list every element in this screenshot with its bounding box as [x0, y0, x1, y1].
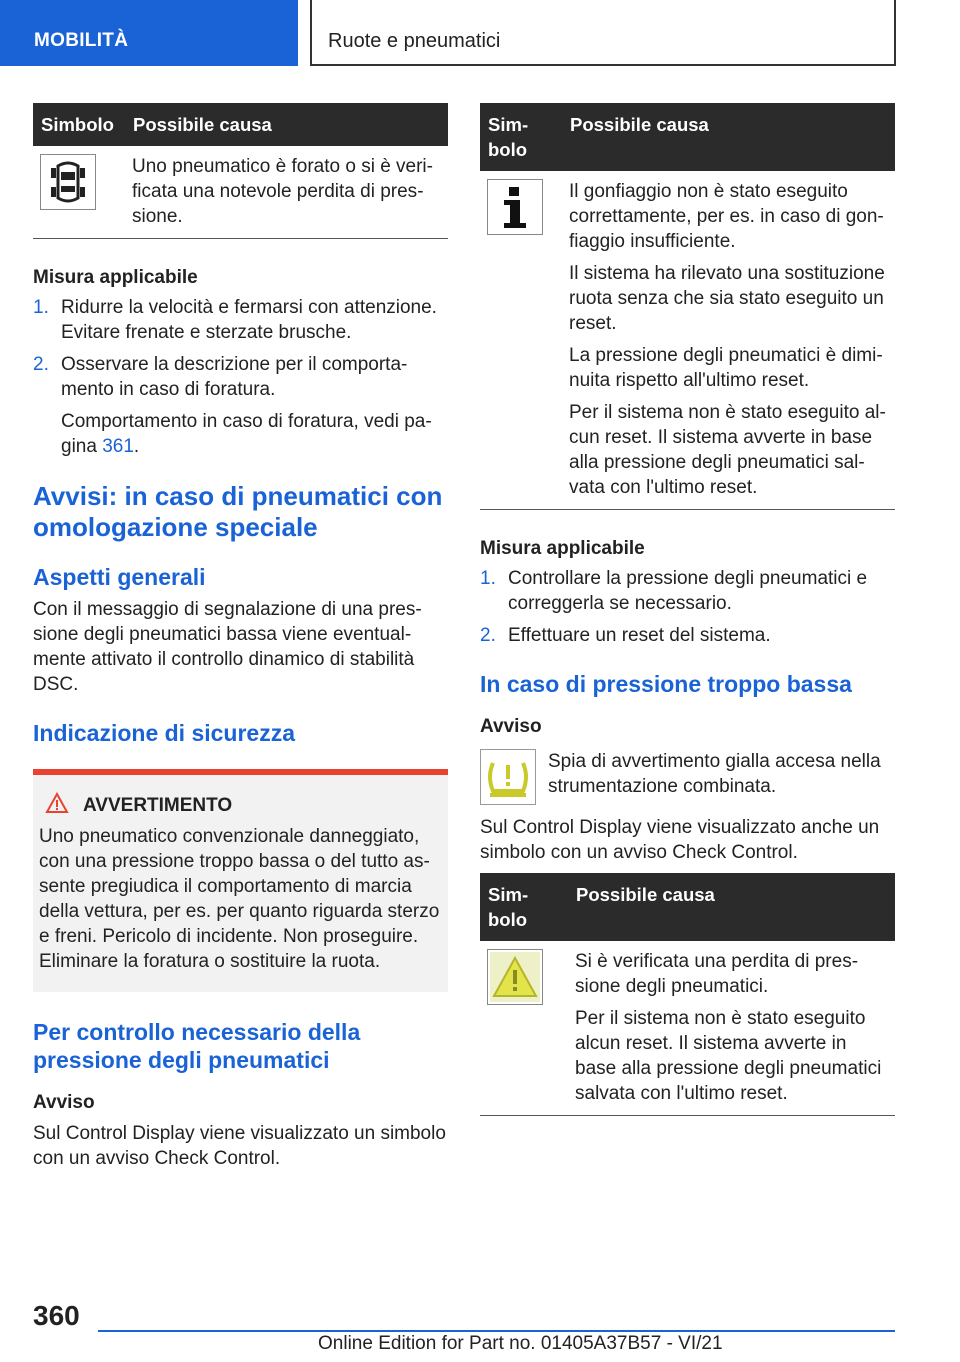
step-number: 1. — [33, 297, 49, 318]
info-icon — [487, 179, 543, 235]
warning-triangle-icon — [45, 792, 69, 814]
step-number: 1. — [480, 568, 496, 589]
list-item — [480, 566, 895, 616]
car-flat-tire-icon — [40, 154, 96, 210]
step-extra: Comportamento in caso di foratura, vedi pagina 361. — [61, 411, 432, 457]
steps-list — [480, 566, 895, 648]
right-column — [480, 103, 895, 1116]
indicator-row — [480, 749, 895, 805]
table-row — [480, 171, 895, 510]
col-header-cause: Possibile causa — [125, 103, 448, 146]
cause-text: Per il sistema non è stato eseguito alcun reset. Il sistema avverte in base alla pressione degli pneumatici salvata con l'ultimo reset. — [575, 1008, 882, 1104]
measure-heading: Misura applicabile — [480, 538, 645, 559]
cause-cell — [562, 171, 895, 510]
col-header-cause: Possibile causa — [568, 873, 895, 941]
col-header-symbol: Simbolo — [480, 873, 568, 941]
page-header — [0, 0, 960, 66]
subsection-heading: Aspetti generali — [33, 564, 206, 590]
footer-divider — [98, 1330, 895, 1332]
measure-heading: Misura applicabile — [33, 267, 198, 288]
warning-box — [33, 769, 448, 992]
step-text: Effettuare un reset del sistema. — [508, 625, 771, 646]
chapter-title: Ruote e pneumatici — [310, 0, 896, 66]
list-item — [33, 295, 448, 345]
avviso-heading: Avviso — [33, 1092, 95, 1113]
subsection-heading: In caso di pressione troppo bassa — [480, 671, 852, 697]
yellow-warning-triangle-icon — [487, 949, 543, 1005]
cause-text: Il sistema ha rilevato una sostituzione ruota senza che sia stato eseguito un reset. — [569, 263, 885, 334]
cause-text: La pressione degli pneumatici è diminuita rispetto all'ultimo reset. — [569, 345, 883, 391]
page-number: 360 — [33, 1300, 80, 1331]
indicator-text: Spia di avvertimento gialla accesa nella strumentazione combinata. — [548, 751, 881, 797]
warning-title: AVVERTIMENTO — [39, 793, 440, 818]
step-text: Osservare la descrizione per il comportamento in caso di foratura. — [61, 354, 408, 400]
control-text: Sul Control Display viene visualizzato anche un simbolo con un avviso Check Control. — [480, 817, 880, 863]
col-header-cause: Possibile causa — [562, 103, 895, 171]
cause-text: Il gonfiaggio non è stato eseguito correttamente, per es. in caso di gonfiaggio insufficiente. — [569, 181, 884, 252]
cause-text: Uno pneumatico è forato o si è verificata una notevole perdita di pressione. — [125, 146, 448, 239]
step-text: Ridurre la velocità e fermarsi con attenzione. Evitare frenate e sterzate brusche. — [61, 297, 437, 343]
col-header-symbol: Simbolo — [480, 103, 562, 171]
list-item — [33, 352, 448, 459]
section-tab[interactable]: MOBILITÀ — [0, 0, 298, 66]
left-column — [33, 103, 448, 1171]
page-link[interactable]: 361 — [102, 436, 134, 457]
section-heading: Avvisi: in caso di pneumatici con omologazione speciale — [33, 481, 443, 542]
tire-pressure-warning-icon — [480, 749, 536, 805]
step-number: 2. — [480, 625, 496, 646]
general-text: Con il messaggio di segnalazione di una pressione degli pneumatici bassa viene eventualmente attivato il controllo dinamico di stabilità DSC. — [33, 599, 422, 695]
warning-text: Uno pneumatico convenzionale danneggiato, con una pressione troppo bassa o del tutto assente pregiudica il comportamento di marcia della vettura, per es. per quanto riguarda sterzo e freni. Pericolo di incidente. Non proseguire. Eliminare la foratura o sostituire la ruota. — [39, 826, 440, 972]
cause-cell — [568, 941, 895, 1116]
edition-text: Online Edition for Part no. 01405A37B57 - VI/21 — [318, 1333, 723, 1354]
cause-text: Si è verificata una perdita di pressione degli pneumatici. — [575, 951, 859, 997]
subsection-heading: Indicazione di sicurezza — [33, 720, 296, 746]
step-number: 2. — [33, 354, 49, 375]
col-header-symbol: Simbolo — [33, 103, 125, 146]
avviso-text: Sul Control Display viene visualizzato un simbolo con un avviso Check Control. — [33, 1123, 446, 1169]
avviso-heading: Avviso — [480, 716, 542, 737]
symbol-table-flat — [33, 103, 448, 239]
table-row — [33, 146, 448, 239]
cause-text: Per il sistema non è stato eseguito alcun reset. Il sistema avverte in base alla pressione degli pneumatici salvata con l'ultimo reset. — [569, 402, 886, 498]
symbol-table-info — [480, 103, 895, 510]
list-item — [480, 623, 895, 648]
step-text: Controllare la pressione degli pneumatici e correggerla se necessario. — [508, 568, 868, 614]
subsection-heading: Per controllo necessario della pressione degli pneumatici — [33, 1019, 361, 1073]
symbol-table-warning — [480, 873, 895, 1116]
table-row — [480, 941, 895, 1116]
steps-list — [33, 295, 448, 459]
